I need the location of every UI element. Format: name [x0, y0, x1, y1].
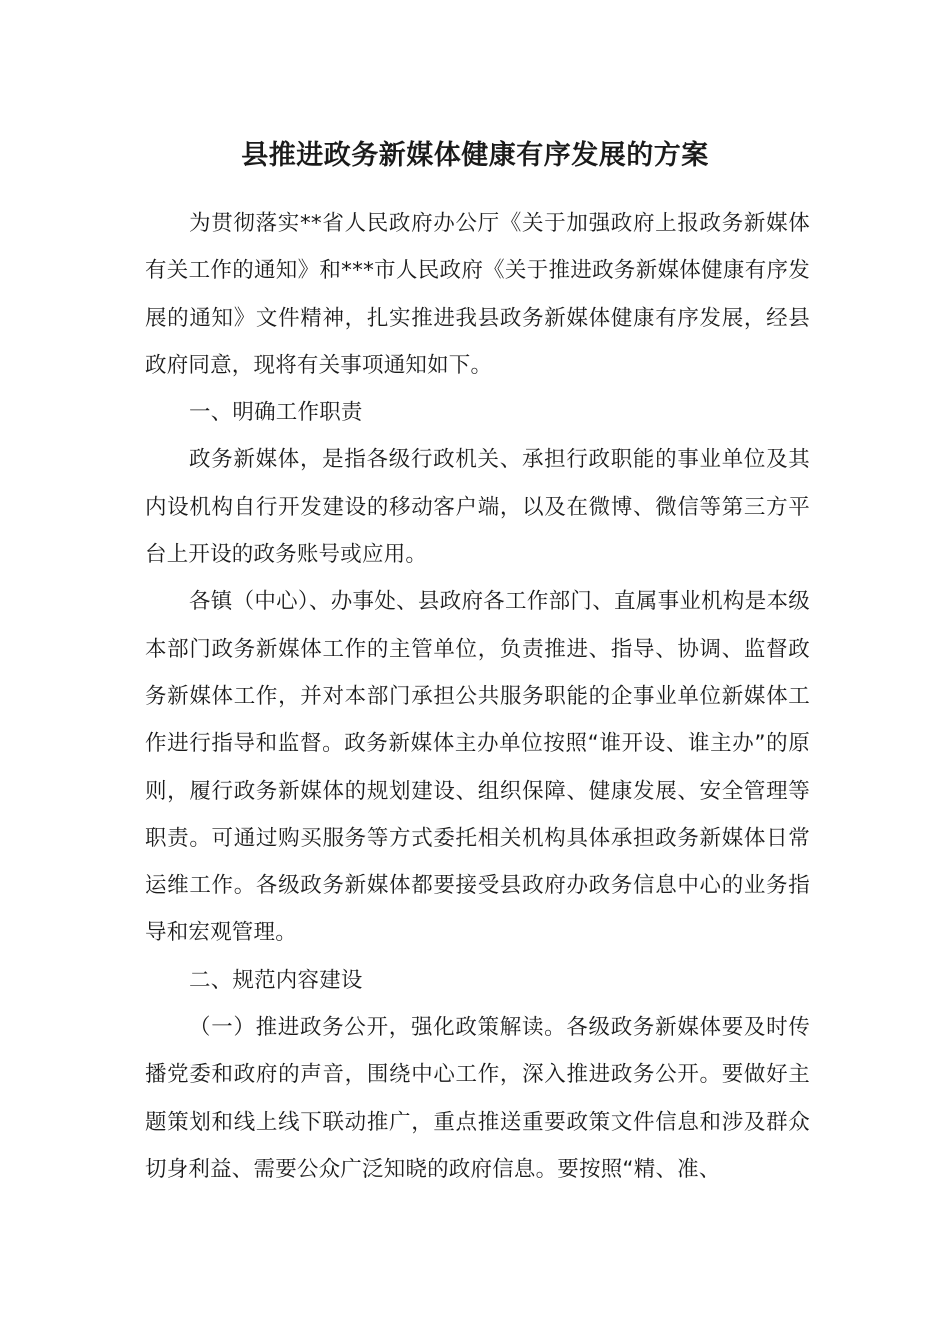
paragraph-item-one: （一）推进政务公开，强化政策解读。各级政务新媒体要及时传播党委和政府的声音，围绕中心工作，深入推进政务公开。要做好主题策划和线上线下联动推广，重点推送重要政策文件信息和涉及群众切身利益、需要公众广泛知晓的政府信息。要按照“精、准、: [145, 1015, 810, 1182]
document-title: 县推进政务新媒体健康有序发展的方案: [241, 140, 709, 171]
paragraph-responsibilities: 各镇（中心）、办事处、县政府各工作部门、直属事业机构是本级本部门政务新媒体工作的主管单位，负责推进、指导、协调、监督政务新媒体工作，并对本部门承担公共服务职能的企事业单位新媒体工作进行指导和监督。政务新媒体主办单位按照“谁开设、谁主办”的原则，履行政务新媒体的规划建设、组织保障、健康发展、安全管理等职责。可通过购买服务等方式委托相关机构具体承担政务新媒体日常运维工作。各级政务新媒体都要接受县政府办政务信息中心的业务指导和宏观管理。: [145, 589, 810, 946]
paragraph-definition: 政务新媒体，是指各级行政机关、承担行政职能的事业单位及其内设机构自行开发建设的移动客户端，以及在微博、微信等第三方平台上开设的政务账号或应用。: [145, 447, 810, 568]
section-heading-content: 二、规范内容建设: [189, 967, 363, 993]
paragraph-intro: 为贯彻落实**省人民政府办公厅《关于加强政府上报政务新媒体有关工作的通知》和***市人民政府《关于推进政务新媒体健康有序发展的通知》文件精神，扎实推进我县政务新媒体健康有序发展，经县政府同意，现将有关事项通知如下。: [145, 211, 810, 378]
document-body: [145, 200, 810, 1193]
section-heading-duties: 一、明确工作职责: [189, 400, 363, 426]
